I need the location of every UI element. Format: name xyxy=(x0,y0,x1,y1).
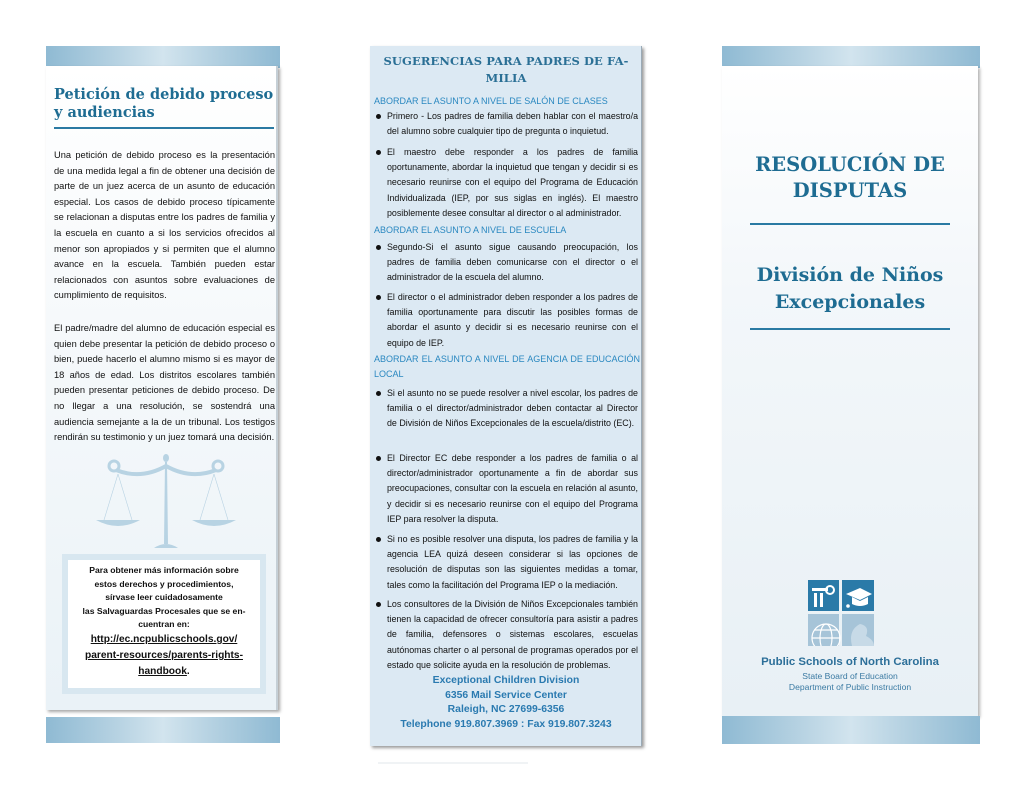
right-top-bar xyxy=(722,46,980,68)
left-panel-title: Petición de debido proceso y audiencias xyxy=(54,86,274,121)
org-board: State Board of Education xyxy=(802,671,898,681)
left-top-bar xyxy=(46,46,280,68)
org-department: Department of Public Instruction xyxy=(788,682,912,692)
org-name: Public Schools of North Carolina xyxy=(761,656,939,668)
paragraph-who-files: El padre/madre del alumno de educación especial es quien debe presentar la petición de debido proceso o bien, puede hacerlo el alumno mismo si es mayor de 18 años de edad. Los distritos escolares también pueden presentar peticiones de debido proceso. De no llegar a una resolución, se sostendrá una audiencia semejante a la de un tribunal. Los testigos rendirán su testimonio y un juez tomará una decisión. xyxy=(54,323,275,443)
bullet-text: Los consultores de la División de Niños Excepcionales también tienen la capacidad de ofrecer consultoría para asistir a padres de familia, defensores o sistemas escolares, escuelas autónomas charter o al personal de programas operados por el estado que solicite ayuda en la resolución de problemas. xyxy=(387,599,638,670)
address-line1: 6356 Mail Service Center xyxy=(445,689,567,701)
list-item xyxy=(374,451,638,527)
public-schools-nc-logo-icon xyxy=(808,580,874,646)
info-line: cuentran en: xyxy=(138,619,190,630)
section-heading-school: ABORDAR EL ASUNTO A NIVEL DE ESCUELA xyxy=(374,225,567,235)
bullet-icon xyxy=(376,391,381,396)
title-line: SUGERENCIAS PARA PADRES DE FA- xyxy=(383,54,629,68)
title-line: MILIA xyxy=(485,71,527,85)
title-divider xyxy=(54,127,274,129)
left-bottom-bar xyxy=(46,717,280,743)
cover-subtitle: División de Niños Excepcionales xyxy=(756,264,944,313)
bullet-icon xyxy=(376,537,381,542)
bullet-text: El Director EC debe responder a los padres de familia o al director/administrador oportunamente a fin de abordar sus preocupaciones, consultar con la escuela en relación al asunto, y decidir si es necesario reunirse con el equipo del Programa IEP para resolver la disputa. xyxy=(387,453,638,524)
middle-panel xyxy=(370,46,642,746)
bullet-icon xyxy=(376,602,381,607)
handbook-link-wrap xyxy=(138,666,190,677)
info-line: estos derechos y procedimientos, xyxy=(94,578,234,589)
list-item xyxy=(374,109,638,139)
left-panel xyxy=(46,66,278,710)
link-period: . xyxy=(186,665,190,677)
scales-of-justice-icon xyxy=(96,452,236,552)
list-item xyxy=(374,532,638,593)
bullet-icon xyxy=(376,456,381,461)
section-heading-classroom: ABORDAR EL ASUNTO A NIVEL DE SALÓN DE CLASES xyxy=(374,96,608,106)
list-item xyxy=(374,290,638,351)
info-line: sírvase leer cuidadosamente xyxy=(105,592,223,603)
division-name: Exceptional Children Division xyxy=(432,675,580,686)
faint-divider xyxy=(378,762,528,764)
list-item xyxy=(374,145,638,221)
address-line2: Raleigh, NC 27699-6356 xyxy=(447,704,565,715)
phone-fax: Telephone 919.807.3969 : Fax 919.807.3243 xyxy=(400,718,612,730)
bullet-icon xyxy=(376,245,381,250)
middle-panel-title xyxy=(374,53,638,87)
list-item xyxy=(374,386,638,432)
right-bottom-bar xyxy=(722,716,980,744)
bullet-icon xyxy=(376,150,381,155)
cover-divider-bottom xyxy=(750,328,950,330)
cover-divider-top xyxy=(750,223,950,225)
list-item xyxy=(374,597,638,673)
list-item xyxy=(374,240,638,286)
more-info-content xyxy=(68,560,260,688)
handbook-link-line2[interactable]: parent-resources/parents-rights- xyxy=(85,649,243,661)
cover-title: RESOLUCIÓN DE DISPUTAS xyxy=(755,153,945,202)
bullet-icon xyxy=(376,295,381,300)
right-panel-cover xyxy=(722,66,978,716)
bullet-text: Si el asunto no se puede resolver a nivel escolar, los padres de familia o el director/administrador deben contactar al Director de División de Niños Excepcionales de la escuela/distrito (EC). xyxy=(387,388,638,429)
contact-info xyxy=(374,674,638,732)
section-heading-lea: ABORDAR EL ASUNTO A NIVEL DE AGENCIA DE EDUCACIÓN LOCAL xyxy=(374,354,640,379)
handbook-link-line3[interactable]: handbook xyxy=(138,665,187,677)
bullet-text: Primero - Los padres de familia deben hablar con el maestro/a del alumno sobre cualquier tipo de pregunta o inquietud. xyxy=(387,111,638,137)
bullet-text: El maestro debe responder a los padres de familia oportunamente, abordar la inquietud que tengan y decidir si es necesario reunirse con el equipo del Programa de Educación Individualizada (IEP, por sus siglas en inglés). El maestro posiblemente desee consultar al director o al administrador. xyxy=(387,147,638,218)
paragraph-due-process: Una petición de debido proceso es la presentación de una medida legal a fin de obtener una decisión de parte de un juez acerca de un asunto de educación especial. Los casos de debido proceso típicamente se relacionan a disputas entre los padres de familia y la escuela en cuanto a si los servicios ofrecidos al menor son apropiados y si permiten que el alumno avance en la escuela. También pueden estar relacionados con asuntos sobre evaluaciones de cumplimiento de requisitos. xyxy=(54,150,275,301)
bullet-text: Segundo-Si el asunto sigue causando preocupación, los padres de familia deben comunicarse con el director o el administrador de la escuela del alumno. xyxy=(387,242,638,283)
handbook-link-line1[interactable]: http://ec.ncpublicschools.gov/ xyxy=(90,633,238,645)
bullet-text: Si no es posible resolver una disputa, los padres de familia y la agencia LEA quizá deseen considerar si las opciones de resolución de disputas son las siguientes medidas a tomar, tales como la facilitación del Programa IEP o la mediación. xyxy=(387,534,638,590)
more-info-box xyxy=(62,554,266,694)
info-line: las Salvaguardas Procesales que se en- xyxy=(82,605,246,616)
bullet-text: El director o el administrador deben responder a los padres de familia oportunamente para discutir las posibles formas de abordar el asunto y decidir si es necesario reunirse con el equipo de IEP. xyxy=(387,292,638,348)
bullet-icon xyxy=(376,114,381,119)
info-line: Para obtener más información sobre xyxy=(89,565,239,575)
